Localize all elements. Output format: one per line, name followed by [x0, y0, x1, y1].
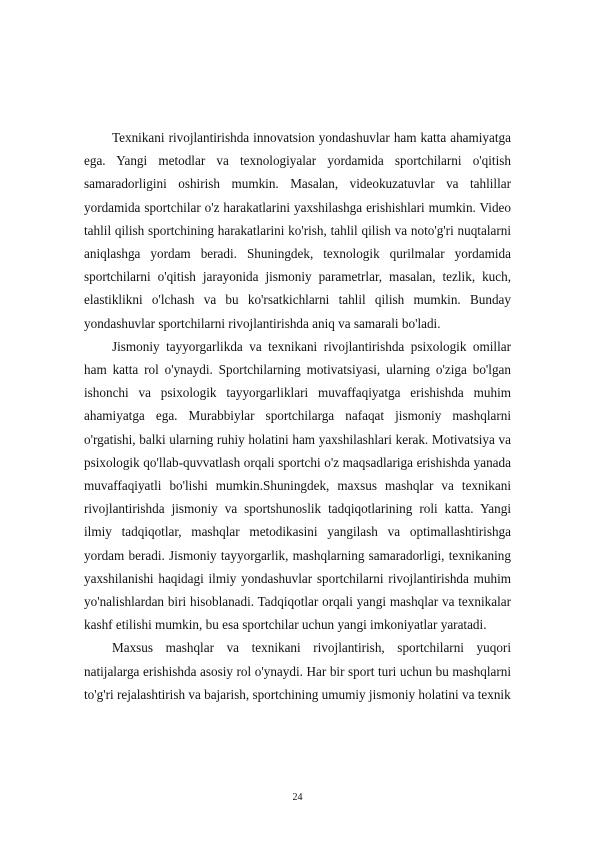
paragraph-special-exercises: Maxsus mashqlar va texnikani rivojlantirish, sportchilarni yuqori natijalarga erishishda asosiy rol o'ynaydi. Har bir sport turi uchun bu mashqlarni to'g'ri rejalashtirish va bajarish, sportchining umumiy jismoniy holatini va texnik	[84, 640, 511, 702]
page-number: 24	[292, 792, 303, 803]
paragraph-innovative-approaches: Texnikani rivojlantirishda innovatsion yondashuvlar ham katta ahamiyatga ega. Yangi metodlar va texnologiyalar yordamida sportchilarni o'qitish samaradorligini oshirish mumkin. Masalan, videokuzatuvlar va tahlillar yordamida sportchilar o'z harakatlarini yaxshilashga erishishlari mumkin. Video tahlil qilish sportchining harakatlarini ko'rish, tahlil qilish va noto'g'ri nuqtalarni aniqlashga yordam beradi. Shuningdek, texnologik qurilmalar yordamida sportchilarni o'qitish jarayonida jismoniy parametrlar, masalan, tezlik, kuch, elastiklikni o'lchash va bu ko'rsatkichlarni tahlil qilish mumkin. Bunday yondashuvlar sportchilarni rivojlantirishda aniq va samarali bo'ladi.	[84, 130, 511, 331]
body-text	[84, 126, 511, 706]
paragraph-psychological-factors: Jismoniy tayyorgarlikda va texnikani rivojlantirishda psixologik omillar ham katta rol o'ynaydi. Sportchilarning motivatsiyasi, ularning o'ziga bo'lgan ishonchi va psixologik tayyorgarliklari muvaffaqiyatga erishishda muhim ahamiyatga ega. Murabbiylar sportchilarga nafaqat jismoniy mashqlarni o'rgatishi, balki ularning ruhiy holatini ham yaxshilashlari kerak. Motivatsiya va psixologik qo'llab-quvvatlash orqali sportchi o'z maqsadlariga erishishda yanada muvaffaqiyatli bo'lishi mumkin.Shuningdek, maxsus mashqlar va texnikani rivojlantirishda jismoniy va sportshunoslik tadqiqotlarining roli katta. Yangi ilmiy tadqiqotlar, mashqlar metodikasini yangilash va optimallashtirishga yordam beradi. Jismoniy tayyorgarlik, mashqlarning samaradorligi, texnikaning yaxshilanishi haqidagi ilmiy yondashuvlar sportchilarni rivojlantirishda muhim yo'nalishlardan biri hisoblanadi. Tadqiqotlar orqali yangi mashqlar va texnikalar kashf etilishi mumkin, bu esa sportchilar uchun yangi imkoniyatlar yaratadi.	[84, 338, 511, 633]
